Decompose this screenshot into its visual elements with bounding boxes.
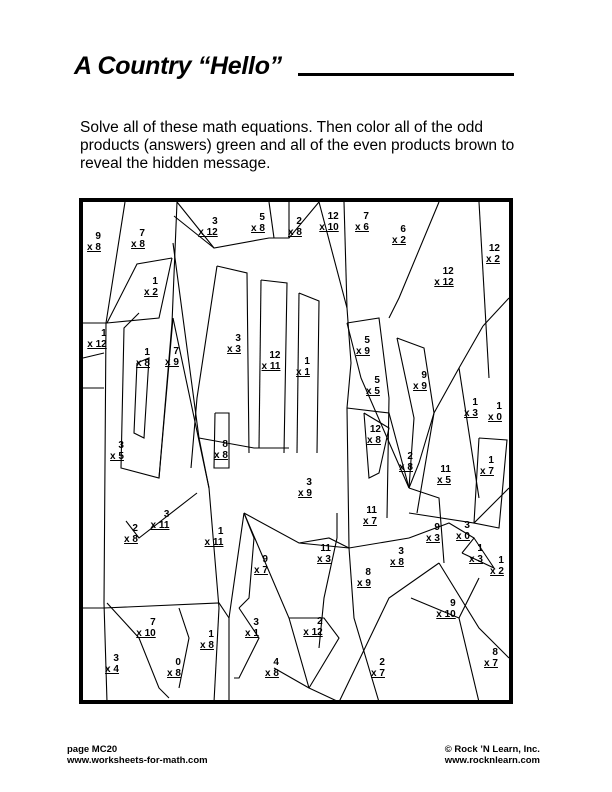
problem-label: 12 x 8	[367, 424, 381, 446]
title-underline	[298, 73, 514, 76]
instructions-text: Solve all of these math equations. Then color all of the odd products (answers) green and all of the even products brown to reveal the hidden message.	[80, 119, 515, 172]
problem-label: 9 x 7	[254, 554, 268, 576]
problem-label: 2 x 12	[303, 616, 323, 638]
problem-label: 4 x 8	[265, 657, 279, 679]
problem-label: 7 x 6	[355, 211, 369, 233]
problem-label: 9 x 10	[436, 598, 456, 620]
problem-label: 12 x 12	[434, 266, 454, 288]
problem-label: 12 x 10	[319, 211, 339, 233]
problem-label: 1 x 1	[296, 356, 310, 378]
problem-label: 3 x 5	[110, 440, 124, 462]
problem-label: 8 x 7	[484, 647, 498, 669]
problem-label: 9 x 3	[426, 522, 440, 544]
problem-label: 7 x 9	[165, 346, 179, 368]
problem-label: 12 x 2	[486, 243, 500, 265]
problem-label: 2 x 7	[371, 657, 385, 679]
copyright: © Rock ’N Learn, Inc.	[444, 744, 540, 755]
problem-label: 2 x 8	[124, 523, 138, 545]
worksheets-link[interactable]: www.worksheets-for-math.com	[67, 755, 208, 766]
problem-label: 11 x 5	[437, 464, 451, 486]
problem-label: 1 x 0	[488, 401, 502, 423]
problem-label: 5 x 5	[366, 375, 380, 397]
problem-label: 5 x 9	[356, 335, 370, 357]
problem-label: 3 x 12	[198, 216, 218, 238]
problem-label: 12 x 11	[261, 350, 281, 372]
problem-label: 3 x 11	[150, 509, 170, 531]
problem-label: 9 x 8	[87, 231, 101, 253]
problem-label: 2 x 8	[288, 216, 302, 238]
problem-label: 1 x 2	[144, 276, 158, 298]
problem-label: 3 x 4	[105, 653, 119, 675]
problem-label: 5 x 8	[251, 212, 265, 234]
problem-label: 3 x 9	[298, 477, 312, 499]
page-number: page MC20	[67, 744, 118, 755]
problem-label: 3 x 1	[245, 617, 259, 639]
problem-label: 1 x 7	[480, 455, 494, 477]
problem-label: 11 x 7	[363, 505, 377, 527]
problem-label: 8 x 8	[214, 439, 228, 461]
problem-label: 8 x 9	[357, 567, 371, 589]
problem-label: 1 x 3	[464, 397, 478, 419]
problem-label: 2 x 8	[399, 451, 413, 473]
problem-label: 7 x 10	[136, 617, 156, 639]
problem-label: 6 x 2	[392, 224, 406, 246]
footer-right	[445, 744, 540, 766]
problem-label: 7 x 8	[131, 228, 145, 250]
problem-label: 9 x 9	[413, 370, 427, 392]
problem-label: 1 x 3	[469, 543, 483, 565]
problem-label: 1 x 8	[136, 347, 150, 369]
problem-label: 0 x 8	[167, 657, 181, 679]
problem-label: 1 x 12	[87, 328, 107, 350]
problem-label: 3 x 8	[390, 546, 404, 568]
problem-label: 11 x 3	[317, 543, 331, 565]
problem-label: 1 x 2	[490, 555, 504, 577]
color-by-number-puzzle	[79, 198, 513, 704]
page-title: A Country “Hello”	[74, 52, 282, 80]
problem-label: 3 x 0	[456, 520, 470, 542]
problem-label: 3 x 3	[227, 333, 241, 355]
rocknlearn-link[interactable]: www.rocknlearn.com	[444, 755, 540, 766]
footer-left	[67, 744, 208, 766]
problem-label: 1 x 11	[204, 526, 224, 548]
problem-label: 1 x 8	[200, 629, 214, 651]
